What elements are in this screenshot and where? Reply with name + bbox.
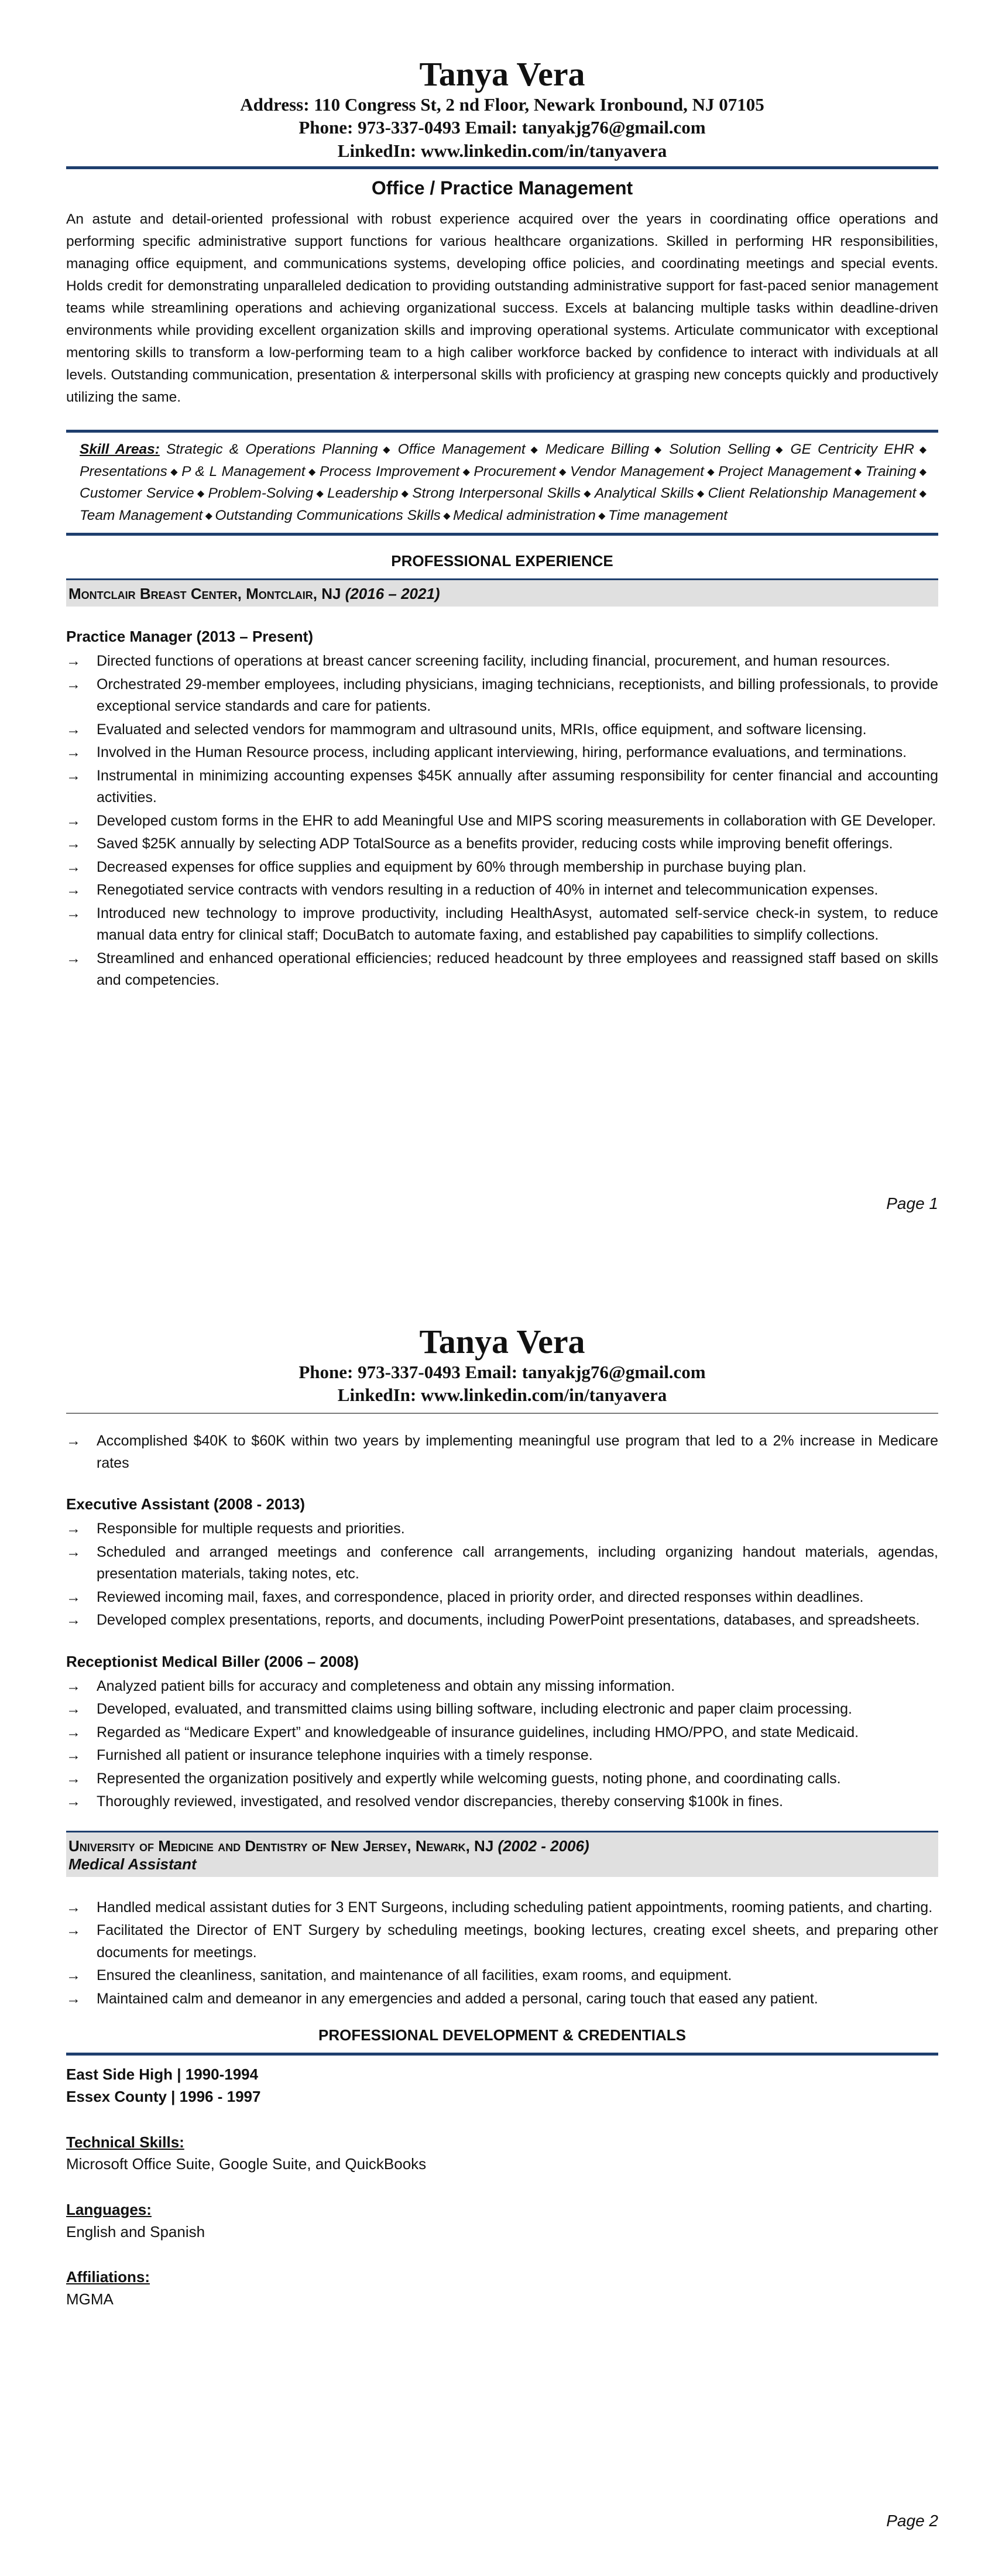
executive-assistant-bullets [66,1518,938,1632]
skill-item: Solution Selling [669,441,771,457]
bullet-item [66,1609,938,1632]
education-item: Essex County | 1996 - 1997 [66,2087,261,2105]
org-montclair [66,578,938,607]
receptionist-bullets [66,1676,938,1813]
diamond-icon: ◆ [851,467,866,477]
bullet-item [66,650,938,673]
page-number: Page 1 [886,1194,938,1212]
bullet-item [66,948,938,992]
bullet-item [66,903,938,947]
org-name: University of Medicine and Dentistry of New Jersey, Newark, NJ [68,1837,494,1855]
org-name: Montclair Breast Center, Montclair, NJ [68,585,341,603]
diamond-icon: ◆ [525,444,545,455]
candidate-name: Tanya Vera [419,1323,585,1361]
skill-item: Process Improvement [319,463,460,479]
skill-item: Vendor Management [569,463,704,479]
experience-heading: PROFESSIONAL EXPERIENCE [391,552,613,570]
bullet-item [66,1698,938,1721]
bullet-text: Scheduled and arranged meetings and conference call arrangements, including organizing handout materials, agendas, presentation materials, taking notes, etc. [97,1543,938,1582]
skills-list [80,439,927,527]
summary-paragraph: An astute and detail-oriented professional with robust experience acquired over the years in coordinating office operations and performing specific administrative support functions for various healthcare organizations. Skilled in performing HR responsibilities, managing office equipment, and communications systems, developing office policies, and coordinating meetings and special events. Holds credit for demonstrating unparalleled dedication to providing outstanding administrative support for fast-paced senior management teams while streamlining operations and achieving organizational success. Excels at balancing multiple tasks within deadline-driven environments while providing excellent organization skills and improving operational systems. Articulate communicator with exceptional mentoring skills to transform a low-performing team to a high caliber workforce backed by confidence to interact with individuals at all levels. Outstanding communication, presentation & interpersonal skills with proficiency at grasping new concepts quickly and productively utilizing the same. [66,211,938,405]
right-arrow-icon: → [66,1520,81,1537]
skills-box [66,430,938,536]
right-arrow-icon: → [66,767,81,784]
bullet-text: Furnished all patient or insurance telephone inquiries with a timely response. [97,1747,593,1764]
bullet-text: Developed complex presentations, reports, and documents, including PowerPoint presentations, databases, and spreadsheets. [97,1612,920,1629]
linkedin-line: LinkedIn: www.linkedin.com/in/tanyavera [337,141,667,162]
bullet-text: Renegotiated service contracts with vendors resulting in a reduction of 40% in internet and telecommunication expenses. [97,882,879,899]
bullet-text: Orchestrated 29-member employees, including physicians, imaging technicians, receptionists, and billing professionals, to provide exceptional service standards and care for patients. [97,676,938,715]
bullet-item [66,1965,938,1987]
skill-item: Medical administration [452,508,596,524]
bullet-item [66,1587,938,1609]
medical-assistant-bullets [66,1897,938,2010]
bullet-text: Responsible for multiple requests and priorities. [97,1520,405,1537]
skill-items [80,441,927,524]
diamond-icon: ◆ [440,511,453,522]
phone-email-line: Phone: 973-337-0493 Email: tanyakjg76@gmail.com [298,1361,706,1382]
skill-item: Strategic & Operations Planning [166,441,378,457]
languages-label: Languages: [66,2200,152,2218]
bullet-text: Reviewed incoming mail, faxes, and correspondence, placed in priority order, and directed responses within deadlines. [97,1588,864,1605]
skill-item: Customer Service [80,485,194,502]
skill-item: Office Management [397,441,526,457]
right-arrow-icon: → [66,1677,81,1694]
affiliations-value: MGMA [66,2290,114,2308]
diamond-icon: ◆ [459,467,474,477]
resume-title: Office / Practice Management [371,177,633,198]
bullet-item [66,833,938,855]
diamond-icon: ◆ [916,489,927,499]
affiliations-label: Affiliations: [66,2268,150,2286]
bullet-item [66,1722,938,1744]
skill-item: Time management [608,508,728,524]
bullet-text: Regarded as “Medicare Expert” and knowledgeable of insurance guidelines, including HMO/PPO, and state Medicaid. [97,1724,859,1741]
diamond-icon: ◆ [398,489,413,499]
bullet-text: Directed functions of operations at breast cancer screening facility, including financial, procurement, and human resources. [97,653,890,670]
bullet-item [66,742,938,764]
bullet-item [66,1768,938,1790]
diamond-icon: ◆ [305,467,320,477]
skill-item: Medicare Billing [545,441,650,457]
credentials-divider [66,2053,938,2056]
role-executive-assistant: Executive Assistant (2008 - 2013) [66,1495,306,1513]
bullet-item [66,1988,938,2010]
right-arrow-icon: → [66,835,81,852]
skill-item: Project Management [718,463,852,479]
bullet-item [66,879,938,902]
bullet-text: Introduced new technology to improve productivity, including HealthAsyst, automated self-service check-in system, to reduce manual data entry for clinical staff; DocuBatch to automate faxing, and established pay capabilities to simplify collections. [97,905,938,944]
role-practice-manager: Practice Manager (2013 – Present) [66,628,313,646]
org-dates: (2002 - 2006) [498,1837,589,1855]
diamond-icon: ◆ [313,489,328,499]
bullet-item [66,1518,938,1540]
skill-item: GE Centricity EHR [790,441,914,457]
org-dates: (2016 – 2021) [345,585,440,603]
bullet-text: Represented the organization positively and expertly while welcoming guests, noting phone, and coordinating calls. [97,1770,841,1787]
org-umdnj [66,1831,938,1877]
education-item: East Side High | 1990-1994 [66,2065,259,2084]
bullet-text: Developed custom forms in the EHR to add Meaningful Use and MIPS scoring measurements in collaboration with GE Developer. [97,812,936,829]
diamond-icon: ◆ [580,489,595,499]
skill-item: Training [865,463,917,479]
header-divider [66,166,938,169]
right-arrow-icon: → [66,1967,81,1984]
right-arrow-icon: → [66,676,81,693]
bullet-item [66,1542,938,1585]
right-arrow-icon: → [66,858,81,875]
candidate-name: Tanya Vera [419,55,585,93]
bullet-text: Ensured the cleanliness, sanitation, and maintenance of all facilities, exam rooms, and equipment. [97,1967,732,1984]
right-arrow-icon: → [66,1747,81,1764]
skill-item: Analytical Skills [594,485,694,502]
diamond-icon: ◆ [194,489,208,499]
bullet-item [66,674,938,718]
bullet-text: Facilitated the Director of ENT Surgery by scheduling meetings, booking lectures, creating excel sheets, and preparing other documents for meetings. [97,1922,938,1961]
diamond-icon: ◆ [203,511,215,522]
right-arrow-icon: → [66,1612,81,1629]
right-arrow-icon: → [66,1922,81,1939]
role-receptionist: Receptionist Medical Biller (2006 – 2008) [66,1652,359,1670]
right-arrow-icon: → [66,1990,81,2007]
right-arrow-icon: → [66,950,81,967]
bullet-item [66,765,938,809]
bullet-item [66,1897,938,1919]
bullet-text: Thoroughly reviewed, investigated, and resolved vendor discrepancies, thereby conserving $100k in fines. [97,1793,783,1810]
address-line: Address: 110 Congress St, 2 nd Floor, Newark Ironbound, NJ 07105 [240,94,764,115]
diamond-icon: ◆ [595,511,608,522]
bullet-text: Accomplished $40K to $60K within two years by implementing meaningful use program that led to a 2% increase in Medicare rates [97,1433,938,1471]
technical-skills-value: Microsoft Office Suite, Google Suite, and QuickBooks [66,2155,427,2173]
skill-item: Team Management [80,508,203,524]
right-arrow-icon: → [66,1899,81,1916]
bullet-text: Instrumental in minimizing accounting expenses $45K annually after assuming responsibility for center financial and accounting activities. [97,767,938,806]
bullet-item [66,1745,938,1767]
languages-value: English and Spanish [66,2222,205,2241]
header-divider [66,1413,938,1414]
diamond-icon: ◆ [555,467,570,477]
skill-item: Presentations [80,463,167,479]
bullet-text: Analyzed patient bills for accuracy and completeness and obtain any missing information. [97,1677,675,1694]
diamond-icon: ◆ [770,444,791,455]
skill-item: Strong Interpersonal Skills [412,485,581,502]
right-arrow-icon: → [66,653,81,670]
skills-label: Skill Areas: [80,441,160,457]
diamond-icon: ◆ [167,467,182,477]
page-number: Page 2 [886,2512,938,2530]
bullet-text: Developed, evaluated, and transmitted claims using billing software, including electronic and paper claim processing. [97,1701,852,1718]
bullet-text: Maintained calm and demeanor in any emergencies and added a personal, caring touch that eased any patient. [97,1990,818,2007]
right-arrow-icon: → [66,1543,81,1560]
resume-page-2 [0,1288,995,2576]
credentials-heading: PROFESSIONAL DEVELOPMENT & CREDENTIALS [318,2026,686,2044]
skill-item: P & L Management [181,463,306,479]
skill-item: Procurement [474,463,556,479]
bullet-item [66,810,938,833]
right-arrow-icon: → [66,721,81,738]
skill-item: Leadership [327,485,399,502]
bullet-text: Saved $25K annually by selecting ADP TotalSource as a benefits provider, reducing costs while improving benefit offerings. [97,835,893,852]
bullet-item [66,1430,938,1474]
right-arrow-icon: → [66,744,81,761]
skill-item: Outstanding Communications Skills [215,508,441,524]
right-arrow-icon: → [66,882,81,899]
right-arrow-icon: → [66,1793,81,1810]
right-arrow-icon: → [66,1701,81,1718]
diamond-icon: ◆ [694,489,708,499]
bullet-item [66,1791,938,1813]
bullet-item [66,1676,938,1698]
right-arrow-icon: → [66,905,81,922]
practice-manager-bullets [66,650,938,992]
right-arrow-icon: → [66,1588,81,1605]
bullet-item [66,857,938,879]
right-arrow-icon: → [66,1724,81,1741]
right-arrow-icon: → [66,812,81,829]
org-role: Medical Assistant [68,1855,197,1873]
linkedin-line: LinkedIn: www.linkedin.com/in/tanyavera [337,1385,667,1406]
diamond-icon: ◆ [914,444,927,455]
skill-item: Problem-Solving [208,485,314,502]
diamond-icon: ◆ [649,444,670,455]
phone-email-line: Phone: 973-337-0493 Email: tanyakjg76@gmail.com [298,117,706,138]
bullet-text: Handled medical assistant duties for 3 ENT Surgeons, including scheduling patient appointments, rooming patients, and charting. [97,1899,933,1916]
skill-item: Client Relationship Management [708,485,917,502]
bullet-item [66,1920,938,1964]
diamond-icon: ◆ [378,444,398,455]
bullet-text: Streamlined and enhanced operational efficiencies; reduced headcount by three employees and reassigned staff based on skills and competencies. [97,950,938,989]
bullet-item [66,719,938,741]
bullet-text: Involved in the Human Resource process, including applicant interviewing, hiring, performance evaluations, and terminations. [97,744,907,761]
diamond-icon: ◆ [704,467,719,477]
right-arrow-icon: → [66,1770,81,1787]
technical-skills-label: Technical Skills: [66,2133,184,2151]
right-arrow-icon: → [66,1433,81,1450]
diamond-icon: ◆ [916,467,927,477]
practice-manager-continued-bullets [66,1430,938,1474]
bullet-text: Evaluated and selected vendors for mammogram and ultrasound units, MRIs, office equipment, and software licensing. [97,721,867,738]
bullet-text: Decreased expenses for office supplies and equipment by 60% through membership in purchase buying plan. [97,858,807,875]
